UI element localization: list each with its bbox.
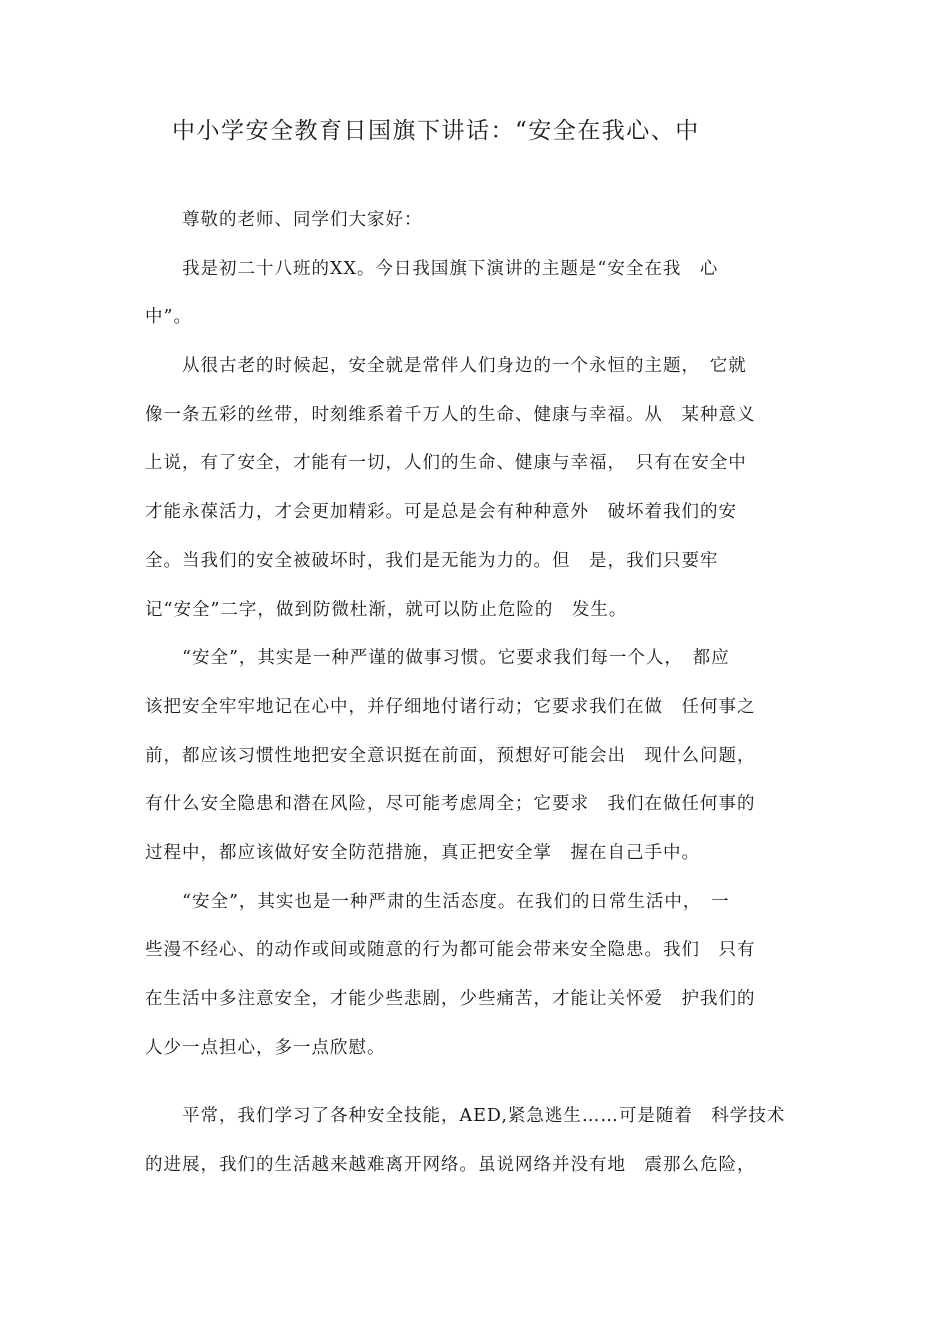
paragraph-line: 从很古老的时候起，安全就是常伴人们身边的一个永恒的主题， 它就 xyxy=(145,356,747,377)
paragraph-gap xyxy=(145,1081,825,1101)
paragraph-line: 有什么安全隐患和潜在风险，尽可能考虑周全；它要求 我们在做任何事的 xyxy=(145,794,756,815)
paragraph-line: 才能永葆活力，才会更加精彩。可是总是会有种种意外 破坏着我们的安 xyxy=(145,502,737,523)
paragraph-line: 人少一点担心，多一点欣慰。 xyxy=(145,1037,386,1058)
document-title: 中小学安全教育日国旗下讲话：“安全在我心、中 xyxy=(172,118,700,144)
paragraph-line: 全。当我们的安全被破坏时，我们是无能为力的。但 是，我们只要牢 xyxy=(145,550,719,571)
paragraph-line: 前，都应该习惯性地把安全意识挺在前面，预想好可能会出 现什么问题， xyxy=(145,745,756,766)
paragraph-line: 像一条五彩的丝带，时刻维系着千万人的生命、健康与幸福。从 某种意义 xyxy=(145,404,756,425)
paragraph-line: 在生活中多注意安全，才能少些悲剧，少些痛苦，才能让关怀爱 护我们的 xyxy=(145,989,756,1009)
paragraph-line: “安全”，其实是一种严谨的做事习惯。它要求我们每一个人， 都应 xyxy=(145,648,730,669)
paragraph-line: 过程中，都应该做好安全防范措施，真正把安全掌 握在自己手中。 xyxy=(145,842,700,863)
paragraph-line: 我是初二十八班的XX。今日我国旗下演讲的主题是“安全在我 心 xyxy=(145,258,719,279)
paragraph-line: 尊敬的老师、同学们大家好： xyxy=(145,210,423,230)
paragraph-line: 该把安全牢牢地记在心中，并仔细地付诸行动；它要求我们在做 任何事之 xyxy=(145,696,756,717)
paragraph-line: “安全”，其实也是一种严肃的生活态度。在我们的日常生活中， 一 xyxy=(145,891,730,912)
document-body xyxy=(145,205,825,1199)
paragraph-line: 平常，我们学习了各种安全技能，AED,紧急逃生……可是随着 科学技术 xyxy=(145,1106,786,1127)
paragraph-line: 些漫不经心、的动作或间或随意的行为都可能会带来安全隐患。我们 只有 xyxy=(145,940,756,961)
paragraph-line: 中”。 xyxy=(145,307,192,328)
paragraph-line: 上说，有了安全，才能有一切，人们的生命、健康与幸福， 只有在安全中 xyxy=(145,453,747,474)
paragraph-line: 记“安全”二字，做到防微杜渐，就可以防止危险的 发生。 xyxy=(145,599,628,620)
paragraph-line: 的进展，我们的生活越来越难离开网络。虽说网络并没有地 震那么危险， xyxy=(145,1155,756,1176)
